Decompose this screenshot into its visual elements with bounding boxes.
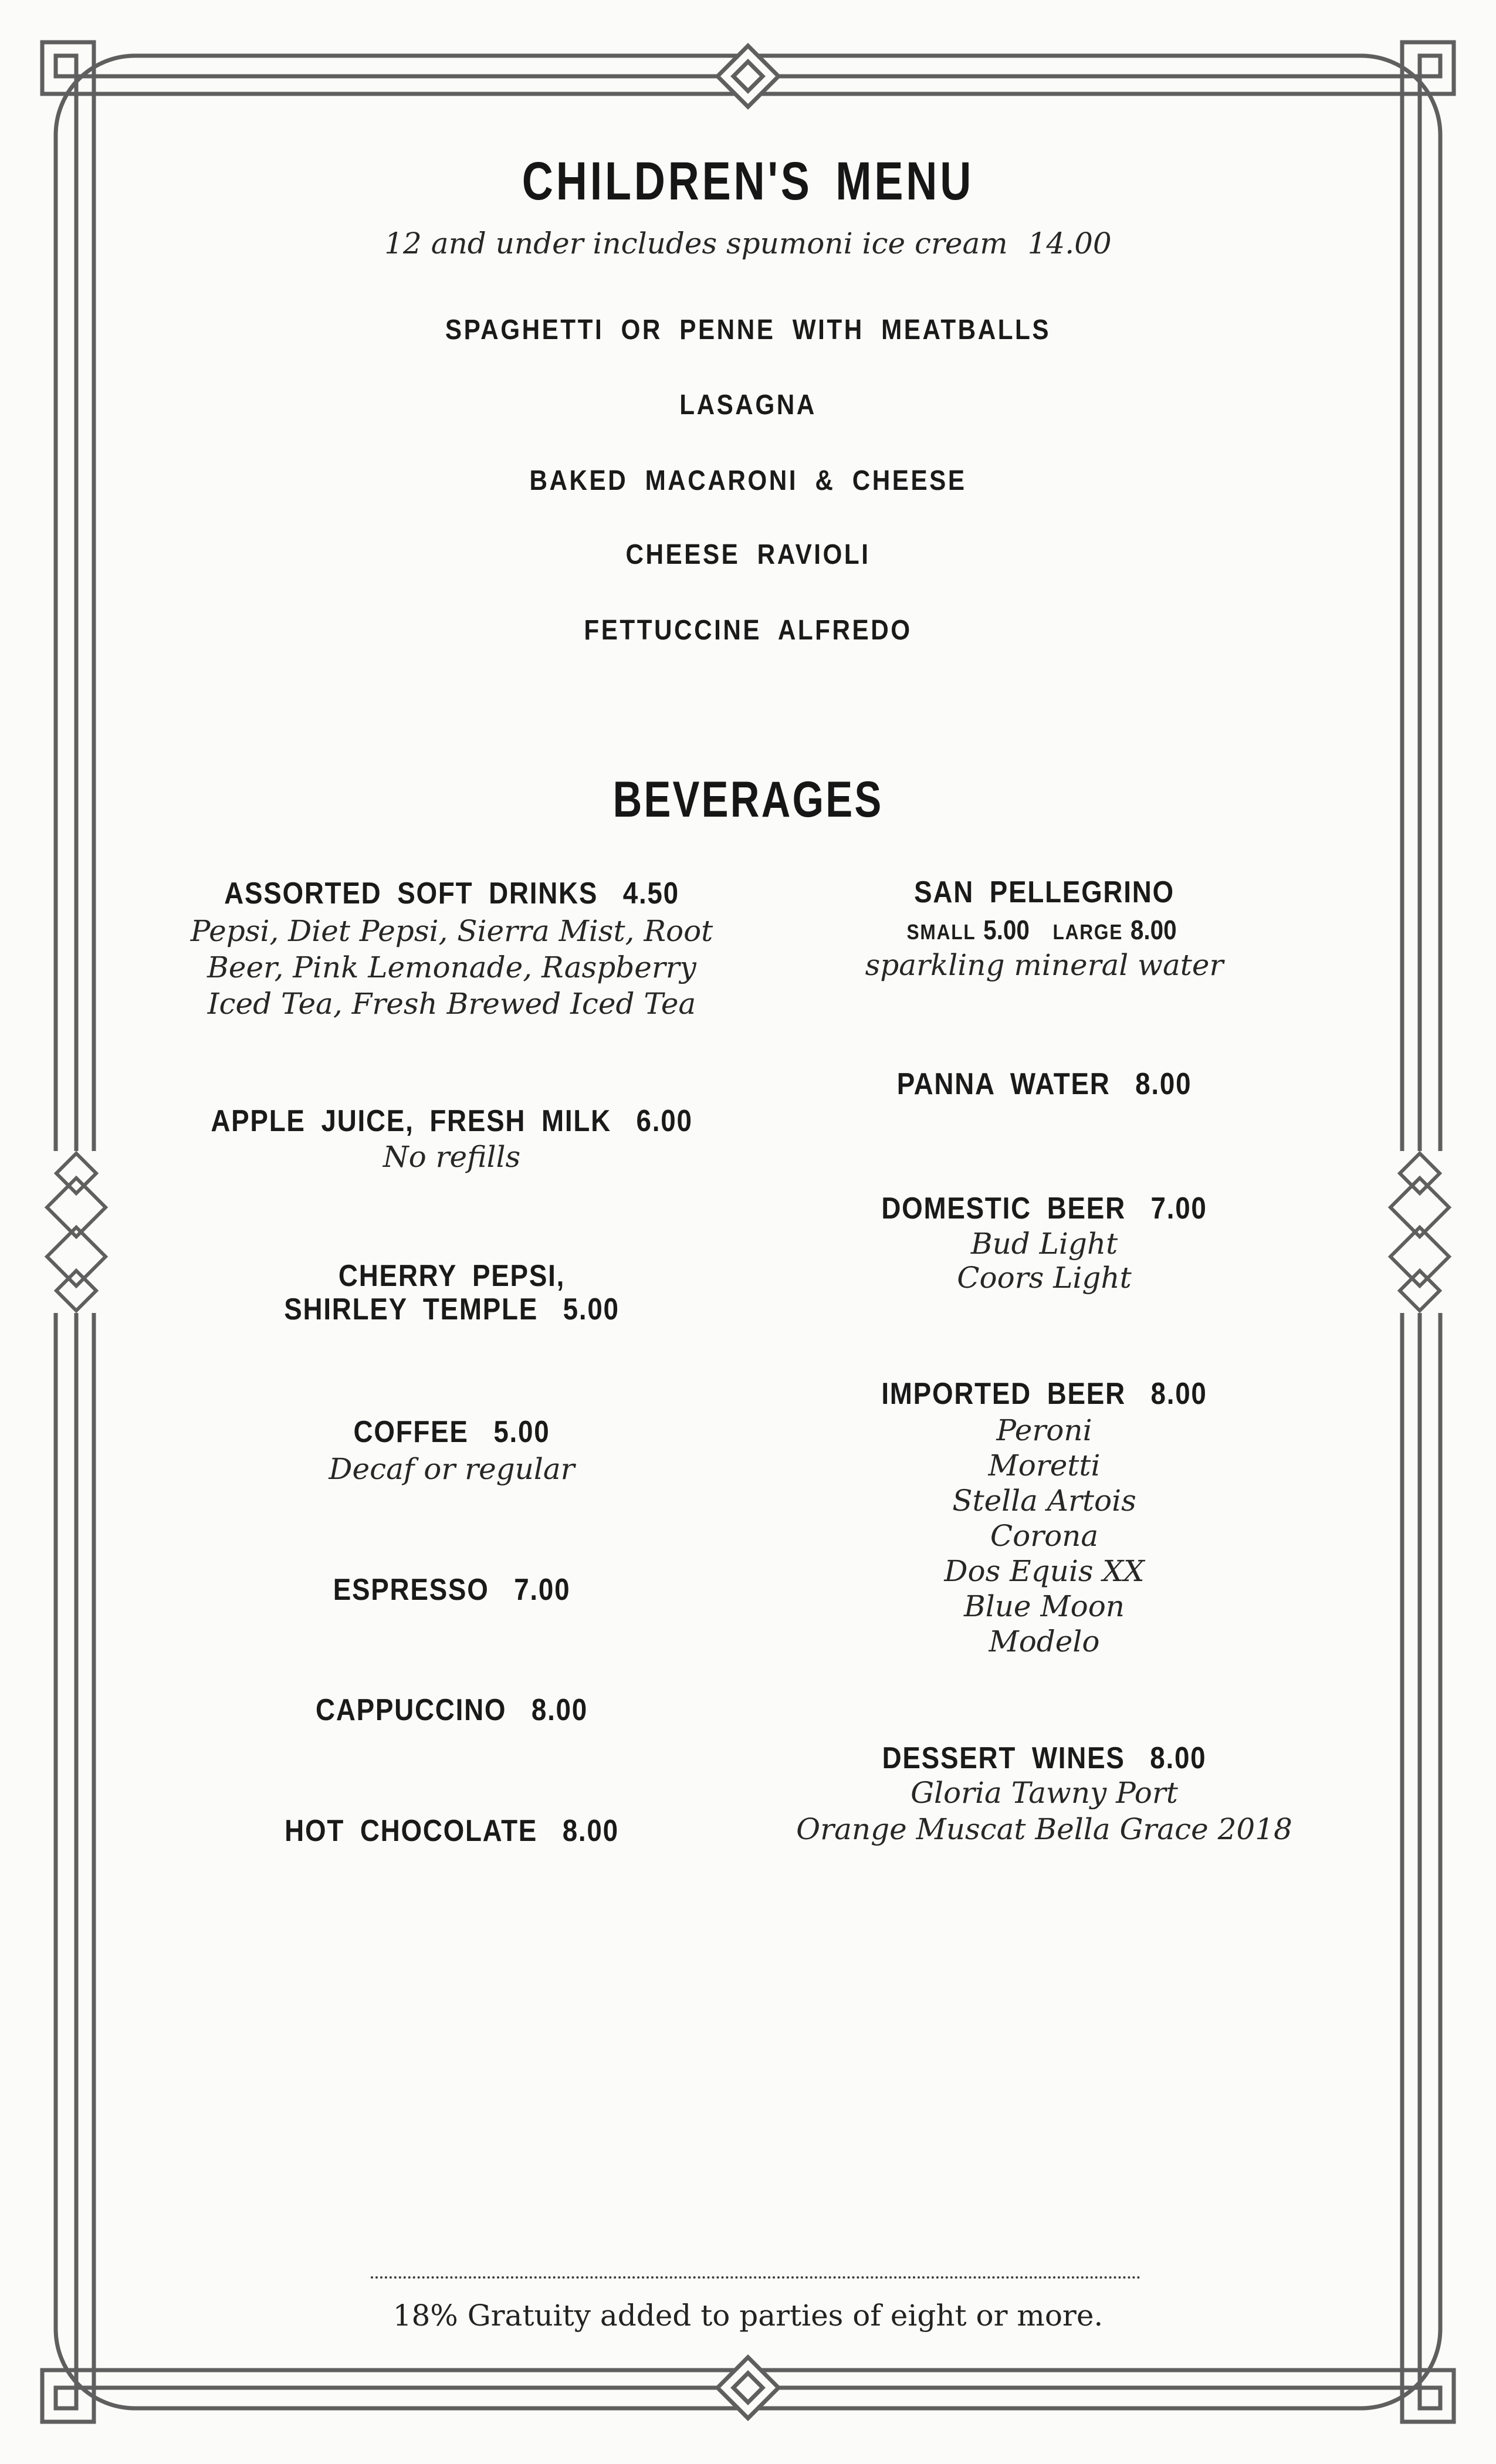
item-price: 8.00 [1150, 1377, 1207, 1411]
wine-name: Gloria Tawny Port [911, 1776, 1178, 1810]
item-name-line1: CHERRY PEPSI, [338, 1259, 566, 1293]
item-imported-beer [709, 1377, 1380, 1410]
wine-name: Orange Muscat Bella Grace 2018 [796, 1812, 1292, 1846]
beer-name: Blue Moon [963, 1589, 1125, 1623]
item-dessert-wines [709, 1742, 1380, 1775]
item-price: 8.00 [562, 1814, 619, 1848]
item-price: 7.00 [1150, 1192, 1207, 1226]
beer-name: Stella Artois [952, 1484, 1136, 1518]
item-cappuccino [116, 1694, 787, 1727]
item-san-pellegrino: SAN PELLEGRINO [914, 875, 1175, 909]
subtitle-price: 14.00 [1027, 226, 1112, 260]
item-price: 4.50 [622, 876, 679, 911]
beer-name: Dos Equis XX [944, 1554, 1145, 1588]
coffee-desc: Decaf or regular [329, 1452, 575, 1486]
item-panna-water [709, 1068, 1380, 1101]
item-assorted-soft-drinks [116, 877, 787, 910]
item-name: IMPORTED BEER [881, 1377, 1126, 1411]
desc-line: Pepsi, Diet Pepsi, Sierra Mist, Root [190, 914, 713, 948]
item-name: COFFEE [353, 1415, 469, 1449]
size-small-price: 5.00 [983, 915, 1030, 945]
item-name: SHIRLEY TEMPLE [284, 1292, 539, 1326]
subtitle-text: 12 and under includes spumoni ice cream [384, 226, 1008, 260]
beer-name: Peroni [996, 1413, 1092, 1447]
beer-name: Moretti [988, 1448, 1101, 1483]
item-name-line2 [116, 1293, 787, 1326]
item-name: DOMESTIC BEER [881, 1192, 1126, 1226]
page-subtitle [0, 227, 1496, 260]
imported-beer-list [663, 1413, 1426, 1659]
beer-name: Bud Light [970, 1227, 1118, 1261]
item-domestic-beer [709, 1192, 1380, 1225]
beer-name: Coors Light [957, 1261, 1132, 1295]
beer-name: Modelo [989, 1624, 1100, 1659]
menu-item-ravioli: CHEESE RAVIOLI [625, 539, 871, 570]
dessert-wines-list [663, 1775, 1426, 1847]
item-price: 6.00 [636, 1104, 693, 1138]
san-pellegrino-desc: sparkling mineral water [865, 948, 1224, 982]
item-price: 5.00 [563, 1292, 620, 1326]
item-price: 8.00 [1150, 1741, 1207, 1775]
menu-item-lasagna: LASAGNA [679, 390, 817, 421]
beer-name: Corona [990, 1519, 1099, 1553]
item-name: ESPRESSO [333, 1573, 489, 1607]
corner-knot-top-right [1402, 42, 1454, 94]
item-apple-juice-milk [116, 1105, 787, 1138]
item-price: 8.00 [531, 1693, 588, 1727]
size-large-label: LARGE [1052, 920, 1123, 944]
item-name: ASSORTED SOFT DRINKS [224, 876, 598, 911]
domestic-beer-list [663, 1227, 1426, 1295]
beverages-heading: BEVERAGES [612, 771, 884, 828]
corner-knot-bottom-left [42, 2370, 94, 2422]
item-name: CAPPUCCINO [316, 1693, 507, 1727]
menu-item-spaghetti: SPAGHETTI OR PENNE WITH MEATBALLS [445, 314, 1051, 346]
item-price: 7.00 [514, 1573, 571, 1607]
dotted-divider [371, 2276, 1140, 2279]
item-name: HOT CHOCOLATE [285, 1814, 538, 1848]
size-small-label: SMALL [906, 920, 976, 944]
menu-item-mac-cheese: BAKED MACARONI & CHEESE [529, 465, 967, 496]
item-name: PANNA WATER [896, 1067, 1111, 1101]
item-name: APPLE JUICE, FRESH MILK [211, 1104, 611, 1138]
argyle-ornament-left [47, 1151, 106, 1313]
size-large-price: 8.00 [1130, 915, 1177, 945]
item-price: 5.00 [493, 1415, 550, 1449]
corner-knot-bottom-right [1402, 2370, 1454, 2422]
gratuity-note: 18% Gratuity added to parties of eight or more. [392, 2299, 1104, 2333]
item-name: DESSERT WINES [882, 1741, 1125, 1775]
page-title: CHILDREN'S MENU [522, 151, 974, 211]
apple-juice-desc: No refills [383, 1140, 521, 1174]
item-price: 8.00 [1135, 1067, 1192, 1101]
desc-line: Beer, Pink Lemonade, Raspberry [207, 950, 696, 984]
menu-item-alfredo: FETTUCCINE ALFREDO [584, 615, 912, 646]
desc-line: Iced Tea, Fresh Brewed Iced Tea [207, 987, 696, 1021]
corner-knot-top-left [42, 42, 94, 94]
